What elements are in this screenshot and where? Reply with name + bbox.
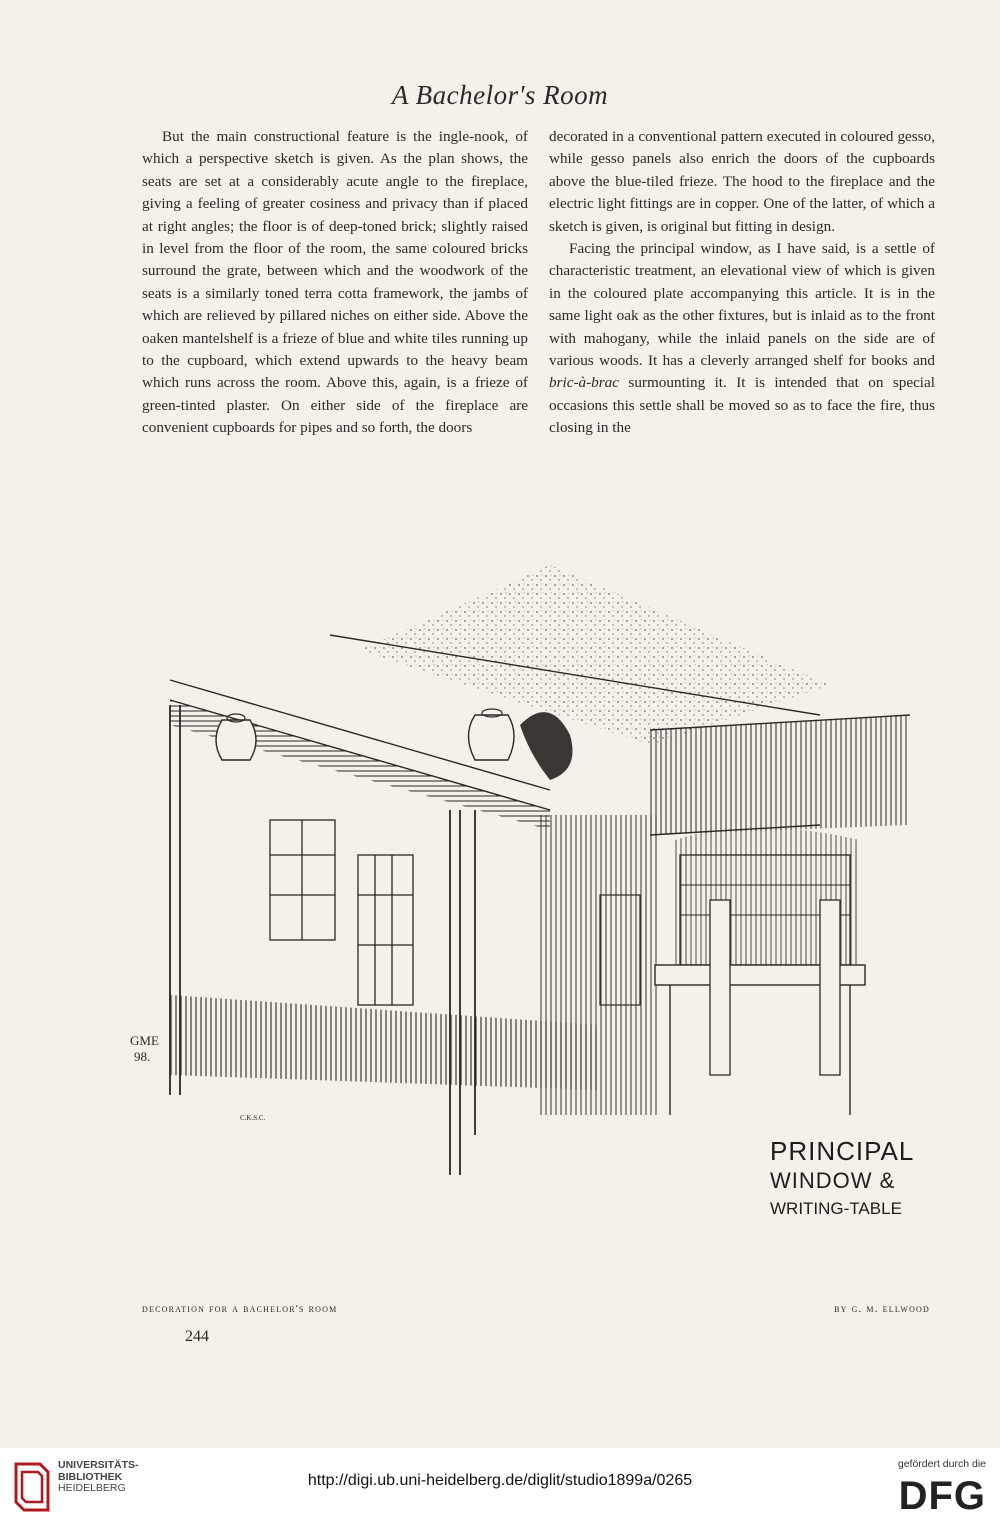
writing-table (655, 828, 865, 1116)
right-paragraph-continued: decorated in a conventional pattern executed in coloured gesso, while gesso panels also enrich the doors of the cupboards above the blue-tiled frieze. The hood to the fireplace and the electric light fittings are in copper. One of the latter, of which a sketch is given, is original but fitting in design. (549, 128, 935, 235)
left-paragraph: But the main constructional feature is the ingle-nook, of which a perspective sketch is given. As the plan shows, the seats are set at a considerably acute angle to the fireplace, giving a feeling of greater cosiness and privacy than if placed at right angles; the floor is of deep-toned brick; slightly raised in level from the floor of the room, the same coloured bricks surround the grate, between which and the woodwork of the seats is a similarly toned terra cotta framework, the jambs of which are relieved by pillared niches on either side. Above the oaken mantelshelf is a frieze of blue and white tiles running up to the cupboard, which extend upwards to the heavy beam which runs across the room. Above this, again, is a frieze of green-tinted plaster. On either side of the fireplace are convenient cupboards for pipes and so forth, the doors (142, 128, 528, 437)
label-writing-table: WRITING-TABLE (770, 1199, 902, 1218)
vase-center (469, 709, 515, 760)
running-title: A Bachelor's Room (391, 80, 609, 110)
monogram-year: 98. (134, 1049, 151, 1064)
settle-seat-panelling (170, 995, 600, 1090)
right-paragraph-2: Facing the principal window, as I have said, is a settle of characteristic treatment, an elevational view of which is given in the coloured plate accompanying this article. It is in the same light oak as the other fixtures, but is inlaid as to the front with mahogany, while the inlaid panels on the side are of various woods. It has a cleverly arranged shelf for books and bric-à-brac surmounting it. It is intended that on special occasions this settle shall be moved so as to face the fire, thus closing in the (549, 240, 935, 437)
monogram: GME (130, 1033, 159, 1048)
ceiling-stipple (360, 565, 830, 745)
dfg-logo: DFG (898, 1474, 986, 1518)
page-number: 244 (185, 1328, 209, 1345)
right-text-column (549, 126, 935, 440)
label-window: WINDOW & (770, 1168, 896, 1193)
far-wall-panelling (650, 715, 910, 835)
artist-initials: C.K.S.C. (240, 1114, 266, 1122)
ingle-nook-illustration (130, 555, 950, 1280)
leaded-window-right (358, 855, 413, 1005)
figure-credit: by g. m. ellwood (834, 1303, 930, 1315)
digitization-footer (0, 1448, 1000, 1520)
figure-caption: decoration for a bachelor's room (142, 1303, 338, 1315)
funding-label: gefördert durch die (897, 1458, 986, 1470)
leaded-window-left (270, 820, 335, 940)
library-name: UNIVERSITÄTS- BIBLIOTHEK HEIDELBERG (58, 1459, 139, 1494)
label-principal: PRINCIPAL (770, 1136, 915, 1166)
source-url-link[interactable]: http://digi.ub.uni-heidelberg.de/diglit/studio1899a/0265 (307, 1472, 693, 1489)
carved-ornament (520, 712, 573, 780)
vase-left (216, 714, 256, 760)
left-text-column (142, 126, 528, 440)
